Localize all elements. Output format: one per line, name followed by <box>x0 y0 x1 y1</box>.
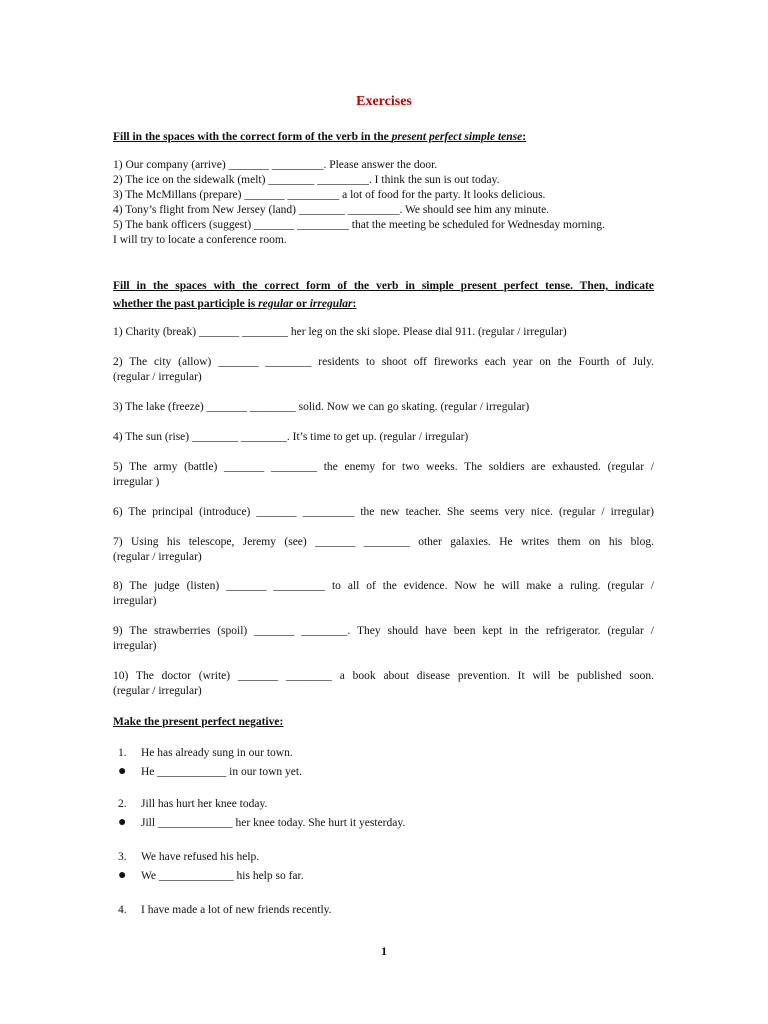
page-title: Exercises <box>356 94 412 109</box>
bullet-icon: ● <box>118 764 127 779</box>
list-item: 4) Tony’s flight from New Jersey (land) ________ _________. We should see him any minute. <box>113 204 550 216</box>
exercise-item <box>113 430 654 445</box>
page-number: 1 <box>381 944 387 958</box>
exercise-item-line1: 10) The doctor (write) _______ ________ a book about disease prevention. It will be published soon. <box>113 670 654 682</box>
section3-heading: Make the present perfect negative: <box>113 716 284 728</box>
list-item: 3) The McMillans (prepare) _______ _________ a lot of food for the party. It looks delicious. <box>113 189 546 201</box>
item-sentence: We have refused his help. <box>141 851 260 863</box>
negative-item-sentence <box>118 797 658 815</box>
list-item: 5) The bank officers (suggest) _______ _________ that the meeting be scheduled for Wednesday morning. <box>113 219 605 231</box>
negative-item-sentence <box>118 746 658 764</box>
exercise-item <box>113 579 654 609</box>
section2-heading-or: or <box>293 298 310 310</box>
item-number: 1. <box>118 747 127 759</box>
exercise-item-line1: 2) The city (allow) _______ ________ residents to shoot off fireworks each year on the Fourth of July. <box>113 356 654 368</box>
section1-heading-emphasis: present perfect simple tense <box>391 131 523 143</box>
item-answer: He ____________ in our town yet. <box>141 766 302 778</box>
section1-list <box>113 158 658 248</box>
negative-item-sentence <box>118 850 658 868</box>
section2-heading-text: whether the past participle is <box>113 298 259 310</box>
exercise-item <box>113 325 654 340</box>
section2-heading-colon: : <box>352 298 357 310</box>
exercise-item <box>113 400 654 415</box>
exercise-item <box>113 355 654 385</box>
section2-heading-line1: Fill in the spaces with the correct form of the verb in simple present perfect tense. Then, indicate <box>113 280 654 292</box>
list-item: 2) The ice on the sidewalk (melt) ________ _________. I think the sun is out today. <box>113 174 500 186</box>
exercise-item-line1: 5) The army (battle) _______ ________ the enemy for two weeks. The soldiers are exhausted. (regular / <box>113 461 654 473</box>
bullet-icon: ● <box>118 815 127 830</box>
negative-item-answer <box>118 764 658 782</box>
exercise-item-line2: (regular / irregular) <box>113 685 202 697</box>
list-item: I will try to locate a conference room. <box>113 234 287 246</box>
exercise-item-line2: (regular / irregular) <box>113 551 202 563</box>
exercise-item-line1: 8) The judge (listen) _______ _________ to all of the evidence. Now he will make a ruling. (regular / <box>113 580 654 592</box>
exercise-item-line1: 7) Using his telescope, Jeremy (see) _______ ________ other galaxies. He writes them on his blog. <box>113 536 654 548</box>
exercise-item-line1: 6) The principal (introduce) _______ _________ the new teacher. She seems very nice. (regular / irregular) <box>113 506 654 518</box>
exercise-item <box>113 535 654 565</box>
bullet-icon: ● <box>118 868 127 883</box>
exercise-item-line1: 4) The sun (rise) ________ ________. It’s time to get up. (regular / irregular) <box>113 431 469 443</box>
section2-heading <box>113 277 654 313</box>
negative-item-answer <box>118 868 658 886</box>
exercise-item-line2: irregular ) <box>113 476 160 488</box>
list-item: 1) Our company (arrive) _______ _________. Please answer the door. <box>113 159 438 171</box>
negative-item <box>118 903 658 921</box>
item-number: 3. <box>118 851 127 863</box>
exercise-item-line1: 9) The strawberries (spoil) _______ ________. They should have been kept in the refrigerator. (regular / <box>113 625 654 637</box>
item-sentence: He has already sung in our town. <box>141 747 293 759</box>
item-number: 4. <box>118 904 127 916</box>
exercise-item-line1: 3) The lake (freeze) _______ ________ solid. Now we can go skating. (regular / irregular) <box>113 401 530 413</box>
exercise-item-line2: irregular) <box>113 640 157 652</box>
exercise-item <box>113 624 654 654</box>
negative-item <box>118 746 658 782</box>
section1-heading <box>113 128 673 146</box>
exercise-item <box>113 505 654 520</box>
negative-item-sentence <box>118 903 658 921</box>
exercise-item-line2: irregular) <box>113 595 157 607</box>
item-number: 2. <box>118 798 127 810</box>
item-answer: Jill _____________ her knee today. She hurt it yesterday. <box>141 817 406 829</box>
item-sentence: Jill has hurt her knee today. <box>141 798 268 810</box>
item-sentence: I have made a lot of new friends recently. <box>141 904 332 916</box>
section1-heading-colon: : <box>522 131 527 143</box>
section2-heading-line2 <box>113 295 654 313</box>
exercise-item <box>113 460 654 490</box>
section1-heading-text: Fill in the spaces with the correct form of the verb in the <box>113 131 392 143</box>
negative-item-answer <box>118 815 658 833</box>
exercise-item-line1: 1) Charity (break) _______ ________ her leg on the ski slope. Please dial 911. (regular / irregular) <box>113 326 567 338</box>
exercise-item-line2: (regular / irregular) <box>113 371 202 383</box>
section2-heading-irregular: irregular <box>309 298 353 310</box>
negative-item <box>118 797 658 833</box>
section2-heading-regular: regular <box>258 298 294 310</box>
item-answer: We _____________ his help so far. <box>141 870 304 882</box>
negative-item <box>118 850 658 886</box>
exercise-item <box>113 669 654 699</box>
